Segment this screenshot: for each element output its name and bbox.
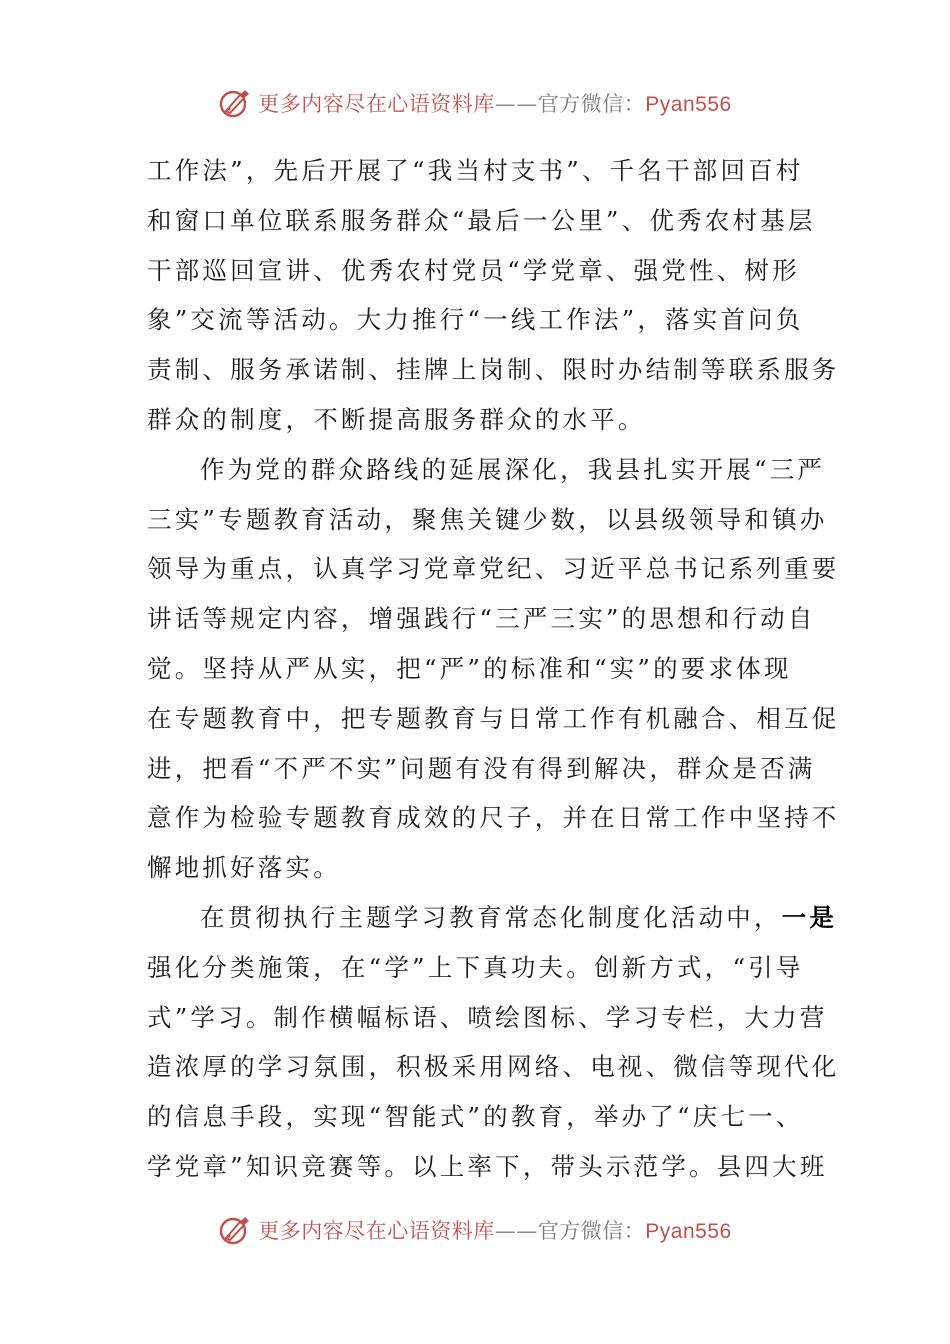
banner-separator: —— <box>494 92 538 116</box>
paragraph-1 <box>147 146 840 445</box>
footer-banner <box>0 1210 950 1250</box>
banner-contact-id: Pyan556 <box>645 93 732 116</box>
banner-text <box>258 1215 731 1245</box>
banner-contact-id: Pyan556 <box>645 1220 732 1243</box>
banner-contact-label: 官方微信： <box>537 1219 646 1243</box>
banner-content <box>218 86 731 120</box>
text-line: 和窗口单位联系服务群众“最后一公里”、优秀农村基层 <box>147 205 816 235</box>
text-line: 式”学习。制作横幅标语、喷绘图标、学习专栏，大力营 <box>147 1002 828 1032</box>
paragraph-3 <box>147 893 840 1192</box>
pen-nib-circle-icon <box>218 86 252 120</box>
banner-site-name: 更多内容尽在心语资料库 <box>258 1219 495 1243</box>
text-line: 讲话等规定内容，增强践行“三严三实”的思想和行动自 <box>147 604 816 634</box>
document-body <box>147 146 840 1192</box>
text-line: 进，把看“不严不实”问题有没有得到解决，群众是否满 <box>147 753 816 783</box>
header-banner <box>0 83 950 123</box>
text-line: 在专题教育中，把专题教育与日常工作有机融合、相互促 <box>147 703 840 733</box>
text-line: 懈地抓好落实。 <box>147 853 341 883</box>
text-line: 工作法”，先后开展了“我当村支书”、千名干部回百村 <box>147 156 804 185</box>
text-line: 造浓厚的学习氛围，积极采用网络、电视、微信等现代化 <box>147 1052 840 1082</box>
text-line: 领导为重点，认真学习党章党纪、习近平总书记系列重要 <box>147 554 840 584</box>
bold-emphasis: 一是 <box>781 902 838 932</box>
banner-contact-label: 官方微信： <box>537 92 646 116</box>
text-line: 的信息手段，实现“智能式”的教育，举办了“庆七一、 <box>147 1102 804 1132</box>
text-line: 责制、服务承诺制、挂牌上岗制、限时办结制等联系服务 <box>147 355 840 385</box>
text-line <box>147 893 838 943</box>
paragraph-2 <box>147 445 840 893</box>
banner-content <box>218 1213 731 1247</box>
text-line: 干部巡回宣讲、优秀农村党员“学党章、强党性、树形 <box>147 255 800 285</box>
text-line: 意作为检验专题教育成效的尺子，并在日常工作中坚持不 <box>147 803 840 833</box>
text-line: 象”交流等活动。大力推行“一线工作法”，落实首问负 <box>147 305 804 335</box>
text-line: 三实”专题教育活动，聚焦关键少数，以县级领导和镇办 <box>147 504 828 534</box>
text-line: 学党章”知识竞赛等。以上率下，带头示范学。县四大班 <box>147 1151 828 1181</box>
banner-text <box>258 88 731 118</box>
text-span: 在贯彻执行主题学习教育常态化制度化活动中， <box>200 902 782 932</box>
text-line: 强化分类施策，在“学”上下真功夫。创新方式，“引导 <box>147 952 804 982</box>
banner-site-name: 更多内容尽在心语资料库 <box>258 92 495 116</box>
text-line: 群众的制度，不断提高服务群众的水平。 <box>147 404 646 434</box>
pen-nib-circle-icon <box>218 1213 252 1247</box>
text-line: 觉。坚持从严从实，把“严”的标准和“实”的要求体现 <box>147 653 792 683</box>
banner-separator: —— <box>494 1219 538 1243</box>
text-line: 作为党的群众路线的延展深化，我县扎实开展“三严 <box>200 454 826 484</box>
